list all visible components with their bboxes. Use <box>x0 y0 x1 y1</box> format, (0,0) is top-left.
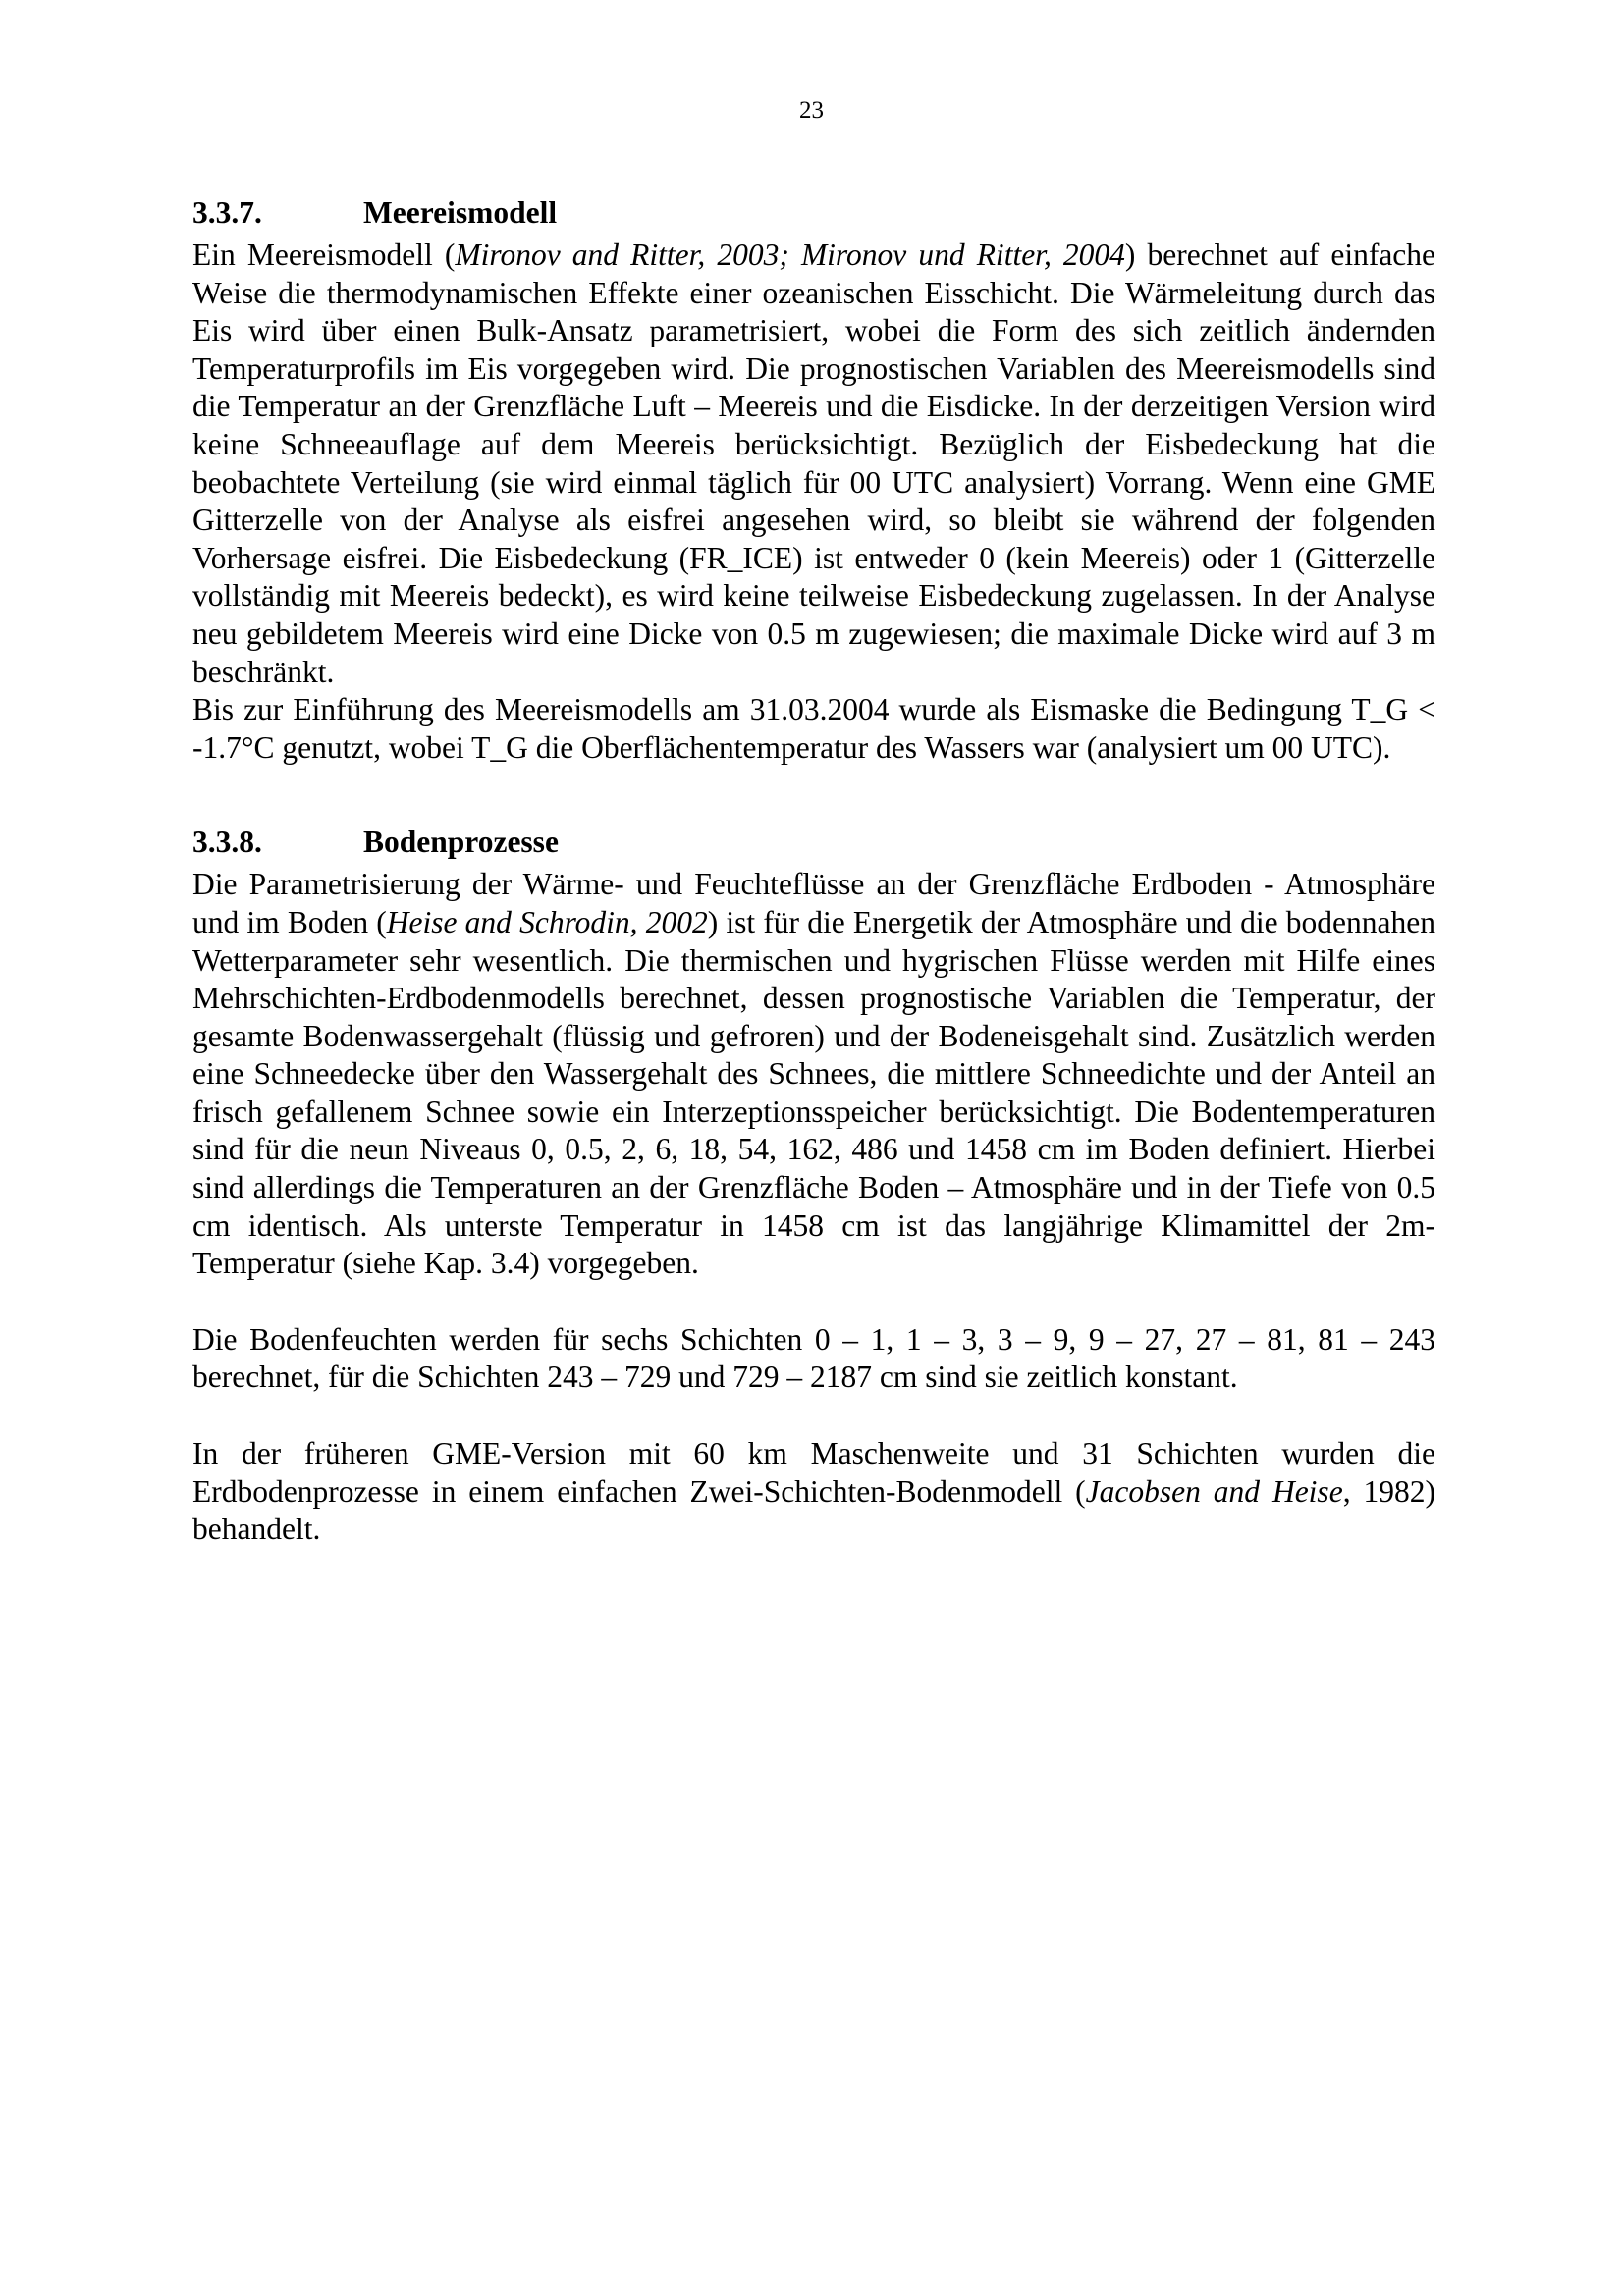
paragraph-bodenfeuchten: Die Bodenfeuchten werden für sechs Schichten 0 – 1, 1 – 3, 3 – 9, 9 – 27, 27 – 81, 81 – 243 berechnet, für die Schichten 243 – 729 und 729 – 2187 cm sind sie zeitlich konstant. <box>192 1321 1435 1395</box>
section-number: 3.3.8. <box>192 825 262 860</box>
paragraph-text: In der früheren GME-Version mit 60 km Maschenweite und 31 Schichten wurden die Erdbodenprozesse in einem einfachen Zwei-Schichten-Bodenmodell ( <box>192 1436 1435 1509</box>
paragraph-meereismodell-description <box>192 237 1435 691</box>
citation: Heise and Schrodin, 2002 <box>386 904 708 939</box>
section-number: 3.3.7. <box>192 195 262 230</box>
section-heading-bodenprozesse <box>192 822 1435 863</box>
document-body <box>192 192 1435 1549</box>
paragraph-fruehere-gme-version <box>192 1435 1435 1549</box>
paragraph-text: ) ist für die Energetik der Atmosphäre und die bodennahen Wetterparameter sehr wesentlich. Die thermischen und hygrischen Flüsse werden mit Hilfe eines Mehrschichten-Erdbodenmodells berechnet, dessen prognostische Variablen die Temperatur, der gesamte Bodenwassergehalt (flüssig und gefroren) und der Bodeneisgehalt sind. Zusätzlich werden eine Schneedecke über den Wassergehalt des Schnees, die mittlere Schneedichte und der Anteil an frisch gefallenem Schnee sowie ein Interzeptionsspeicher berücksichtigt. Die Bodentemperaturen sind für die neun Niveaus 0, 0.5, 2, 6, 18, 54, 162, 486 und 1458 cm im Boden definiert. Hierbei sind allerdings die Temperaturen an der Grenzfläche Boden – Atmosphäre und in der Tiefe von 0.5 cm identisch. Als unterste Temperatur in 1458 cm ist das langjährige Klimamittel der 2m-Temperatur (siehe Kap. 3.4) vorgegeben. <box>192 904 1435 1281</box>
paragraph-text: Die Parametrisierung der Wärme- und Feuchteflüsse an der Grenzfläche Erdboden - Atmosphäre und im Boden ( <box>192 867 1435 939</box>
paragraph-text: Ein Meereismodell ( <box>192 238 456 272</box>
paragraph-text: ) berechnet auf einfache Weise die thermodynamischen Effekte einer ozeanischen Eisschicht. Die Wärmeleitung durch das Eis wird über einen Bulk-Ansatz parametrisiert, wobei die Form des sich zeitlich ändernden Temperaturprofils im Eis vorgegeben wird. Die prognostischen Variablen des Meereismodells sind die Temperatur an der Grenzfläche Luft – Meereis und die Eisdicke. In der derzeitigen Version wird keine Schneeauflage auf dem Meereis berücksichtigt. Bezüglich der Eisbedeckung hat die beobachtete Verteilung (sie wird einmal täglich für 00 UTC analysiert) Vorrang. Wenn eine GME Gitterzelle von der Analyse als eisfrei angesehen wird, so bleibt sie während der folgenden Vorhersage eisfrei. Die Eisbedeckung (FR_ICE) ist entweder 0 (kein Meereis) oder 1 (Gitterzelle vollständig mit Meereis bedeckt), es wird keine teilweise Eisbedeckung zugelassen. In der Analyse neu gebildetem Meereis wird eine Dicke von 0.5 m zugewiesen; die maximale Dicke wird auf 3 m beschränkt. <box>192 238 1436 689</box>
paragraph-eismaske: Bis zur Einführung des Meereismodells am 31.03.2004 wurde als Eismaske die Bedingung T_G < -1.7°C genutzt, wobei T_G die Oberflächentemperatur des Wassers war (analysiert um 00 UTC). <box>192 692 1435 765</box>
section-heading-meereismodell <box>192 192 1435 234</box>
citation: Mironov and Ritter, 2003; Mironov und Ritter, 2004 <box>455 238 1125 272</box>
page-number: 23 <box>799 97 824 124</box>
citation: Jacobsen and Heise <box>1085 1473 1343 1509</box>
paragraph-bodenprozesse-description <box>192 866 1435 1283</box>
paragraph-text: , 1982) behandelt. <box>192 1473 1435 1547</box>
section-title: Meereismodell <box>363 195 558 230</box>
section-title: Bodenprozesse <box>363 825 559 860</box>
